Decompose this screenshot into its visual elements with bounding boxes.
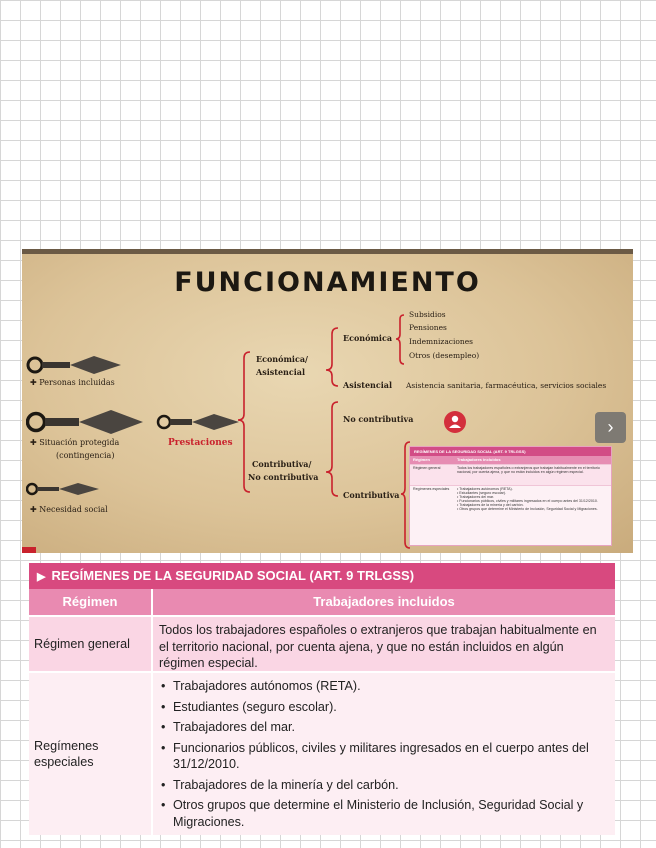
kunai-icon [26,481,100,497]
bullet-list [159,678,609,830]
person-icon-glyph [444,411,466,433]
mini-row-especial [410,485,611,546]
bracket-lower [326,402,338,496]
mini-cell-trabajadores: Todos los trabajadores españoles o extranjeros que trabajan habitualmente en el territorio nacional, por cuenta ajena, y que no están incluidos en algún régimen especial. [457,466,600,474]
mini-table-title: REGÍMENES DE LA SEGURIDAD SOCIAL (ART. 9 TRLGSS) [410,447,611,456]
mini-cell-regimen: Régimen general [413,466,441,470]
no-contributiva-label: No contributiva [343,414,414,424]
list-item: • Trabajadores del mar. [159,719,609,736]
list-item: • Trabajadores de la minería y del carbón. [159,777,609,794]
mini-list-item: • Funcionarios públicos, civiles y militares ingresados en el cuerpo antes del 31/12/2010. [457,499,598,503]
chevron-right-icon: › [607,417,614,437]
table-row [29,671,615,835]
bracket-economica [396,315,404,364]
mini-list-item: • Estudiantes (seguro escolar). [457,491,507,495]
mini-list-item: • Trabajadores de la minería y del carbón. [457,503,524,507]
branch-upper-line1: Económica/ [256,354,308,364]
kunai-icon [156,412,240,432]
cell-trabajadores [153,673,615,835]
economica-label: Económica [343,333,393,343]
header-regimen: Régimen [29,589,153,615]
left-item-necesidad: ✚ Necesidad social [30,505,108,514]
presentation-slide [22,249,633,553]
kunai-icon [26,409,144,435]
table-row [29,615,615,671]
mini-regimes-table [409,446,612,546]
mini-row-general [410,464,611,485]
branch-lower-line2: No contributiva [248,472,319,482]
left-item-situacion-sub: (contingencia) [56,451,115,460]
mini-table-header [410,456,611,464]
triangle-right-icon: ▶ [37,571,46,583]
mini-cell-trabajadores [454,486,611,546]
mini-header-regimen: Régimen [413,457,430,462]
mini-list-item: • Otros grupos que determine el Ministerio de Inclusión, Seguridad Social y Migraciones. [457,507,598,511]
regimes-table [29,563,615,835]
list-item: • Funcionarios públicos, civiles y militares ingresados en el cuerpo antes del 31/12/2010. [159,740,609,773]
cell-trabajadores: Todos los trabajadores españoles o extranjeros que trabajan habitualmente en el territorio nacional, por cuenta ajena, y que no están incluidos en algún régimen especial. [159,623,597,670]
economica-item: Otros (desempleo) [409,351,480,360]
list-item: • Trabajadores autónomos (RETA). [159,678,609,695]
header-trabajadores: Trabajadores incluidos [313,594,455,609]
economica-item: Subsidios [409,310,446,319]
mini-list-item: • Trabajadores del mar. [457,495,495,499]
mini-cell-regimen: Regímenes especiales [413,487,450,491]
list-item: • Estudiantes (seguro escolar). [159,699,609,716]
left-item-situacion: ✚ Situación protegida [30,438,120,447]
next-slide-button[interactable] [595,412,626,443]
prestaciones-label: Prestaciones [168,438,233,448]
table-title-bar [29,563,615,589]
red-corner-mark [22,547,36,553]
kunai-icon [26,354,122,376]
mini-header-trabajadores: Trabajadores incluidos [457,457,501,462]
cell-regimen: Regímenes especiales [29,673,153,835]
contributiva-label: Contributiva [343,490,400,500]
branch-lower-line1: Contributiva/ [252,459,312,469]
asistencial-detail: Asistencia sanitaria, farmacéutica, servicios sociales [406,381,607,390]
mini-list-item: • Trabajadores autónomos (RETA). [457,487,513,491]
bracket-upper [326,328,338,386]
table-title: REGÍMENES DE LA SEGURIDAD SOCIAL (ART. 9 TRLGSS) [51,568,415,583]
list-item: • Otros grupos que determine el Ministerio de Inclusión, Seguridad Social y Migraciones. [159,797,609,830]
left-item-personas: ✚ Personas incluidas [30,378,115,387]
table-header [29,589,615,615]
asistencial-label: Asistencial [343,380,392,390]
economica-item: Pensiones [409,323,447,332]
slide-title: FUNCIONAMIENTO [174,267,481,298]
branch-upper-line2: Asistencial [256,367,305,377]
economica-item: Indemnizaciones [409,337,474,346]
person-icon [444,411,466,433]
cell-regimen: Régimen general [29,617,153,671]
